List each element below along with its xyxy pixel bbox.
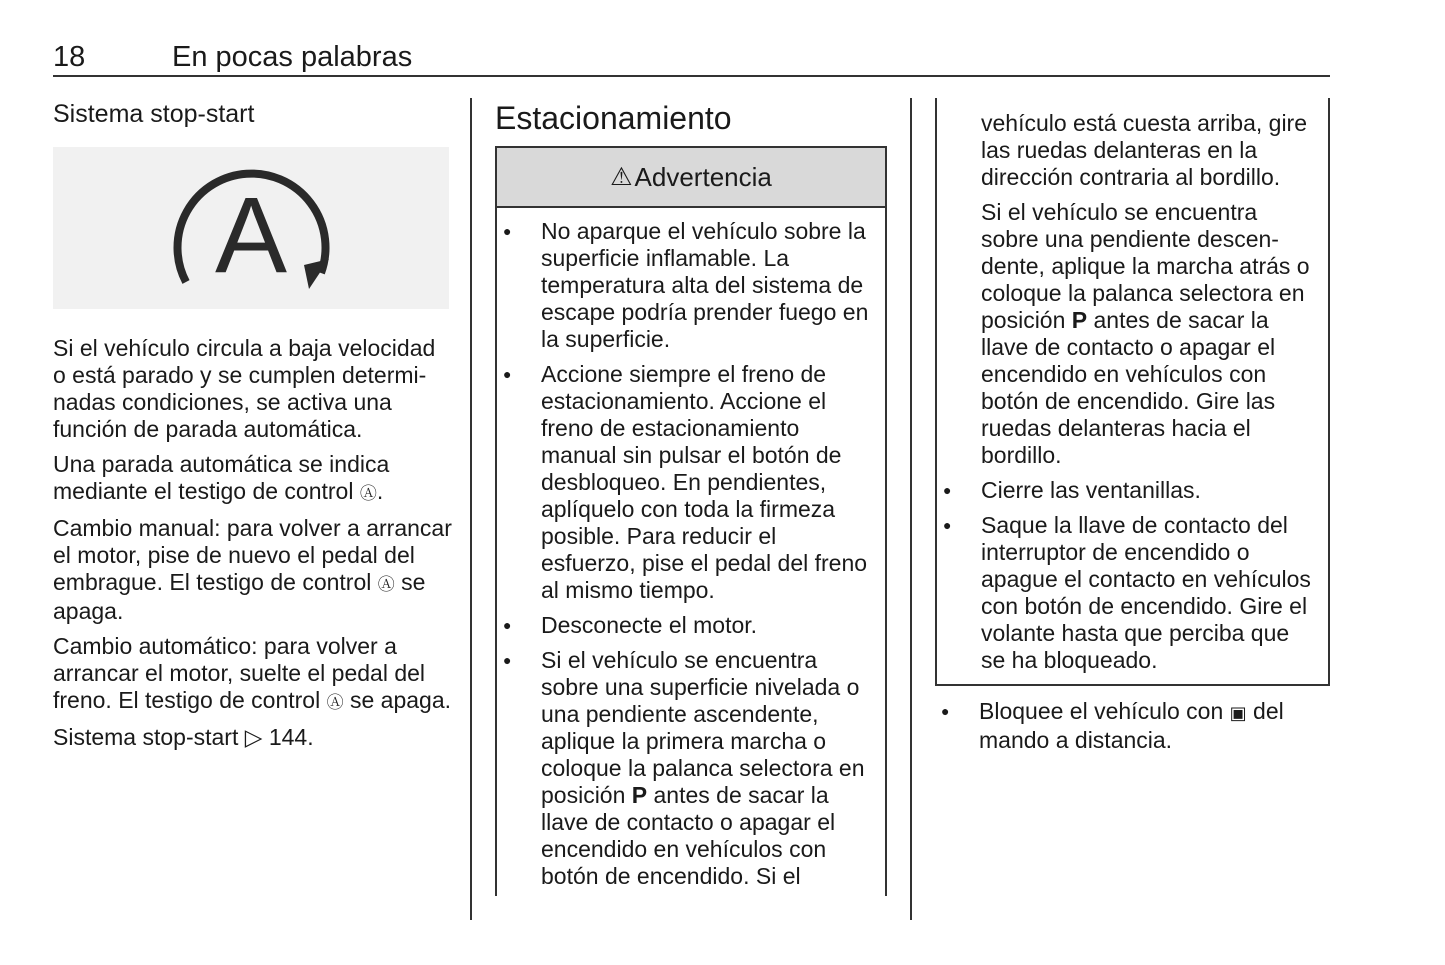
continued-paragraph: [981, 199, 1314, 469]
column-divider-2: [910, 98, 912, 920]
paragraph-manual-end: se apaga.: [53, 569, 426, 624]
warning-title: Advertencia: [634, 161, 772, 192]
column-stop-start: [53, 97, 453, 759]
warning-list: [497, 208, 885, 890]
paragraph-manual: [53, 515, 453, 625]
warning-box: [495, 146, 887, 896]
paragraph-manual-text: Cambio manual: para volver a arrancar el motor, pise de nuevo el pedal del embrague. El testigo de control: [53, 515, 452, 595]
stop-start-autostop-icon: [53, 147, 449, 309]
paragraph-auto-stop: Si el vehículo circula a baja velocidad o está parado y se cumplen determinadas condiciones, se activa una función de parada automática.: [53, 335, 436, 442]
list-item: [935, 698, 1325, 754]
svg-text:A: A: [214, 174, 288, 295]
section-heading-parking: Estacionamiento: [495, 100, 732, 136]
list-item: ● Accione siempre el freno de estacionamiento. Accione el freno de estacionamiento manual sin pulsar el botón de desbloqueo. En pendientes, aplíquelo con toda la firmeza posible. Para reducir el esfuerzo, pise el pedal del freno al mismo tiempo.: [497, 361, 873, 604]
lock-instruction: [935, 698, 1325, 762]
paragraph-automatic: [53, 633, 453, 716]
control-indicator-icon: Ⓐ: [326, 693, 344, 712]
list-item: ● Desconecte el motor.: [497, 612, 873, 639]
paragraph-automatic-end: se apaga.: [350, 687, 452, 713]
list-item: ● Cierre las ventanillas.: [937, 477, 1314, 504]
cross-reference-page: 144.: [268, 724, 314, 750]
lock-text-end: del mando a distancia.: [979, 698, 1284, 753]
paragraph-indicator-text: Una parada automática se indica mediante el testigo de control: [53, 451, 390, 504]
list-item: ● No aparque el vehículo sobre la superficie inflamable. La temperatura alta del sistema de escape podría prender fuego en la superficie.: [497, 218, 873, 353]
warning-triangle-icon: ⚠: [610, 163, 633, 191]
gear-position-p: P: [631, 782, 648, 808]
continued-paragraph-text: Si el vehículo se encuentra sobre una pendiente descendente, aplique la marcha atrás o coloque la palanca selectora en posición: [981, 199, 1310, 333]
continued-text: vehículo está cuesta arriba, gire las ruedas delanteras en la dirección contraria al bordillo.: [981, 110, 1308, 190]
warning-list-continued: [937, 477, 1314, 674]
header-rule: [53, 75, 1330, 77]
column-divider-1: [470, 98, 472, 920]
paragraph-indicator-end: .: [376, 478, 384, 504]
running-header-title: En pocas palabras: [172, 41, 413, 73]
lock-text: Bloquee el vehículo con: [979, 698, 1224, 724]
list-item: [497, 647, 873, 890]
cross-reference[interactable]: [53, 724, 453, 751]
cross-reference-text: Sistema stop-start: [53, 724, 239, 750]
warning-box-continued: [935, 98, 1330, 686]
list-item-text: antes de sacar la llave de contacto o apagar el encendido en vehículos con botón de encendido. Si el: [541, 782, 836, 889]
lock-list: [935, 698, 1325, 754]
control-indicator-icon: Ⓐ: [359, 484, 377, 503]
lock-button-icon: ▣: [1229, 703, 1247, 723]
paragraph-indicator: [53, 451, 453, 507]
control-indicator-icon: Ⓐ: [377, 575, 395, 594]
gear-position-p: P: [1071, 307, 1088, 333]
list-item: ● Saque la llave de contacto del interruptor de encendido o apague el contacto en vehículos con botón de encendido. Gire el volante hasta que perciba que se ha bloqueado.: [937, 512, 1314, 674]
paragraph-automatic-text: Cambio automático: para volver a arrancar el motor, suelte el pedal del freno. El testigo de control: [53, 633, 426, 713]
list-item-text: Si el vehículo se encuentra sobre una superficie nivelada o una pendiente ascendente, aplique la primera marcha o coloque la palanca selectora en posición: [541, 647, 865, 808]
continued-paragraph-text: antes de sacar la llave de contacto o apagar el encendido en vehículos con botón de encendido. Gire las ruedas delanteras hacia el bordillo.: [981, 307, 1276, 468]
warning-header: [497, 148, 885, 208]
stop-start-figure: [53, 147, 449, 309]
section-heading-stop-start: Sistema stop-start: [53, 100, 255, 128]
page-number: 18: [53, 41, 86, 73]
page-reference-arrow-icon: ▷: [244, 724, 263, 750]
